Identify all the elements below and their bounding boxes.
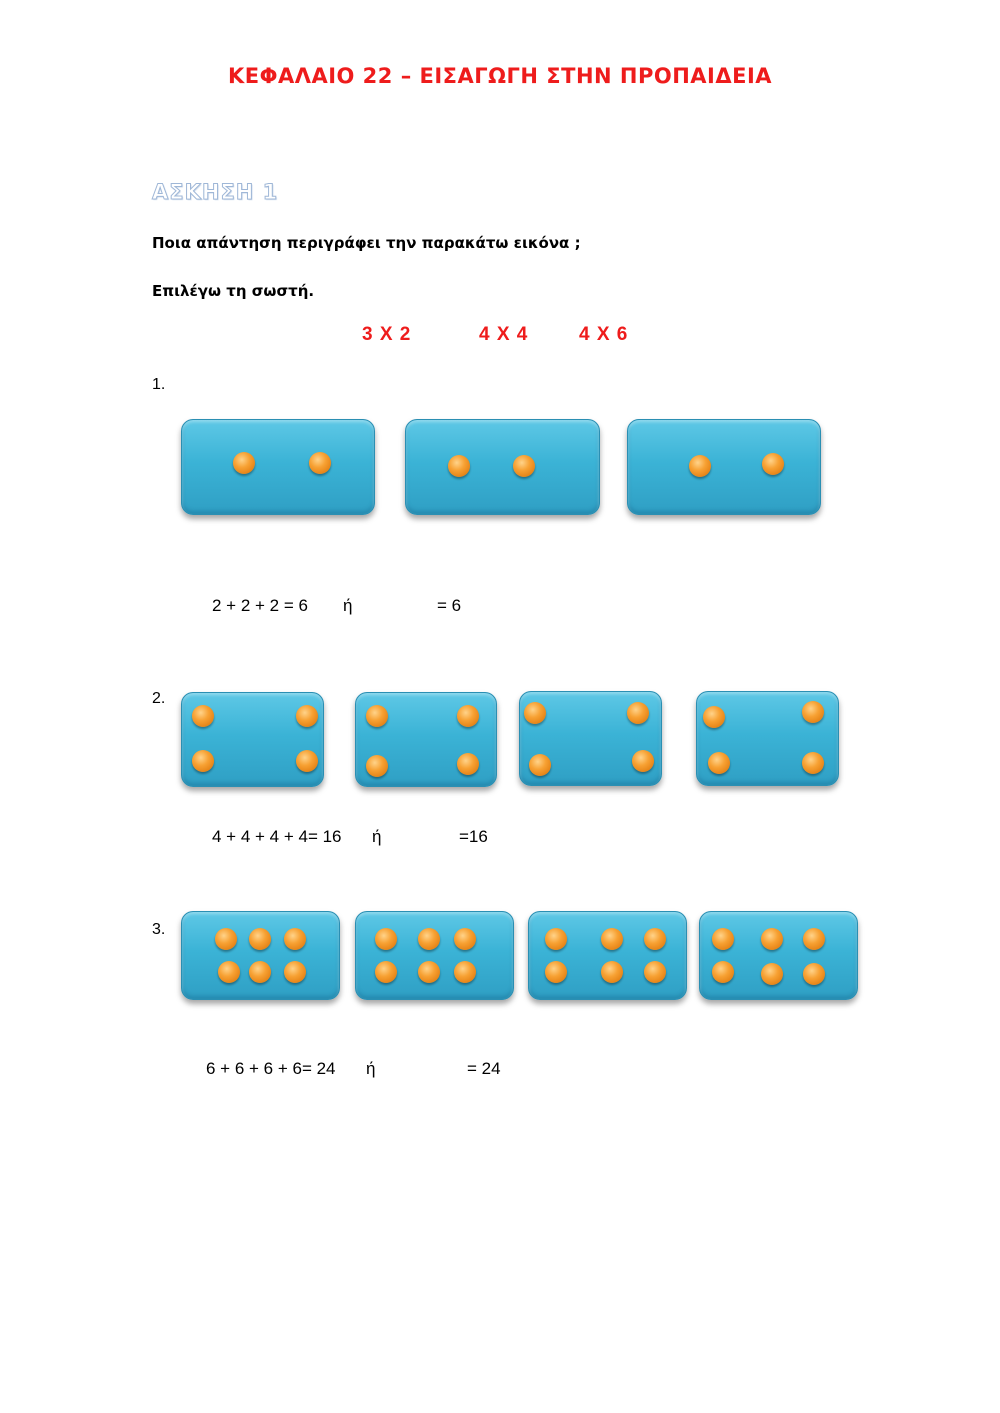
item-1-result: = 6 <box>437 596 462 615</box>
item-1-sum: 2 + 2 + 2 = 6 <box>212 596 308 615</box>
dot <box>712 928 734 950</box>
exercise-heading: ΑΣΚΗΣΗ 1 <box>152 180 279 204</box>
dot <box>457 705 479 727</box>
dot <box>249 928 271 950</box>
item-3-sum: 6 + 6 + 6 + 6= 24 <box>206 1059 336 1078</box>
dot <box>529 754 551 776</box>
domino <box>355 692 497 787</box>
dot <box>513 455 535 477</box>
dot <box>803 963 825 985</box>
item-3-or: ή <box>366 1059 376 1078</box>
dot <box>644 928 666 950</box>
item-2-or: ή <box>372 827 382 846</box>
dot <box>601 928 623 950</box>
domino <box>405 419 600 515</box>
item-3-number: 3. <box>152 921 166 938</box>
domino <box>355 911 514 1000</box>
dot <box>802 701 824 723</box>
dot <box>708 752 730 774</box>
option-1[interactable]: 3 X 2 <box>362 324 412 345</box>
dot <box>309 452 331 474</box>
dot <box>524 702 546 724</box>
item-2-sum: 4 + 4 + 4 + 4= 16 <box>212 827 342 846</box>
dot <box>418 961 440 983</box>
domino <box>181 911 340 1000</box>
dot <box>644 961 666 983</box>
dot <box>803 928 825 950</box>
item-1-number: 1. <box>152 376 166 393</box>
domino <box>528 911 687 1000</box>
dot <box>802 752 824 774</box>
dot <box>296 750 318 772</box>
dot <box>545 928 567 950</box>
dot <box>601 961 623 983</box>
dot <box>448 455 470 477</box>
domino <box>181 419 375 515</box>
dot <box>375 928 397 950</box>
domino <box>181 692 324 787</box>
domino <box>699 911 858 1000</box>
dot <box>375 961 397 983</box>
dot <box>545 961 567 983</box>
dot <box>192 705 214 727</box>
dot <box>366 755 388 777</box>
dot <box>761 963 783 985</box>
dot <box>712 961 734 983</box>
dot <box>284 928 306 950</box>
domino <box>627 419 821 515</box>
dot <box>192 750 214 772</box>
item-2-number: 2. <box>152 690 166 707</box>
item-1-or: ή <box>343 596 353 615</box>
domino <box>696 691 839 786</box>
dot <box>218 961 240 983</box>
option-3[interactable]: 4 X 6 <box>579 324 629 345</box>
dot <box>454 928 476 950</box>
page-title: ΚΕΦΑΛΑΙΟ 22 – ΕΙΣΑΓΩΓΗ ΣΤΗΝ ΠΡΟΠΑΙΔΕΙΑ <box>227 64 773 88</box>
dot <box>284 961 306 983</box>
option-2[interactable]: 4 X 4 <box>479 324 529 345</box>
dot <box>703 706 725 728</box>
answer-options <box>0 324 1000 354</box>
item-3-result: = 24 <box>467 1059 501 1078</box>
dot <box>296 705 318 727</box>
domino <box>519 691 662 786</box>
dot <box>454 961 476 983</box>
dot <box>762 453 784 475</box>
dot <box>366 705 388 727</box>
item-2-result: =16 <box>459 827 488 846</box>
question-text: Ποια απάντηση περιγράφει την παρακάτω εικόνα ; <box>152 234 581 252</box>
dot <box>215 928 237 950</box>
dot <box>761 928 783 950</box>
dot <box>632 750 654 772</box>
dot <box>689 455 711 477</box>
dot <box>418 928 440 950</box>
dot <box>233 452 255 474</box>
instruction-text: Επιλέγω τη σωστή. <box>152 282 315 300</box>
dot <box>627 702 649 724</box>
dot <box>249 961 271 983</box>
dot <box>457 753 479 775</box>
